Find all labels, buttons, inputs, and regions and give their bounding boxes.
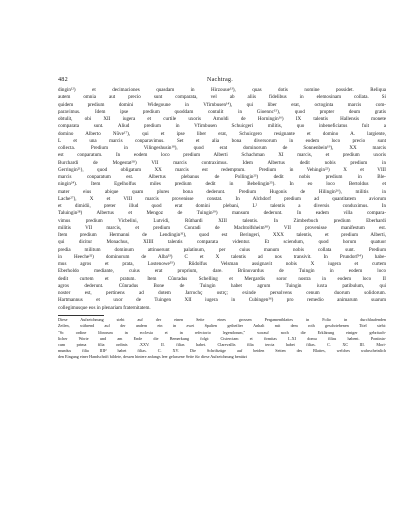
body-line: vimus predium Vicbelini, Lutvidi, Rûthardi XIII talentis. In Zimberbuch predium Eberhardi xyxy=(58,217,386,224)
body-line: paravimus. Idem ipse predium quoddam contulit in Gioennc¹⁵), quod propter deum gratis xyxy=(58,108,386,115)
running-title: Nachtrag. xyxy=(206,76,233,83)
footnote-line: "Sc ordine librorum in ecclesia et in refectorio legendorum," worauf noch die Erklärung einiger gebräuch- xyxy=(58,329,386,335)
footnote-line: den Eingang einer Handschrift bildete, dessen hintere anfangs leer gelassene Seite für diese Aufzeichnung benützt xyxy=(58,354,247,360)
footnote-rule xyxy=(58,315,104,316)
body-line: militis VII marcis, et predium Conradi de Machtolfsheim³⁰) VII provenisse manifestum est. xyxy=(58,224,386,231)
body-line: quidem predium domini Widegoune in Vfirnbusen¹⁴), qui liber erat, octoginta marcis com- xyxy=(58,101,386,108)
body-line: Lache²⁷), X et VIII marcis provenisse constat. In Alchdorf predium ad quantitatem aviorum xyxy=(58,195,386,202)
body-line: noster est, pertinens ad dotem Jarrochç ostrç; exinde persolvens cenum duorum solidorum. xyxy=(58,290,386,296)
document-page xyxy=(58,76,386,361)
footnote-line: mundus filia IIII² habet filias. C. XV. Die Schriftzüge auf beiden Seiten des Blattes, welches wahrscheinlich xyxy=(58,348,386,354)
body-line: collecta. Predium in Vilingeshusin¹⁸), quod erat dominorum de Sonnenbein¹⁹), XX marcis xyxy=(58,145,386,151)
body-line: in Heeche³²) dominorum de Alba³³) C et X talentis ad nos transivit. In Prundorf³⁴) habe- xyxy=(58,253,386,260)
footnote-line: cum prima filia ordinis .XXV. II. filias habet. Clarevallis filia tercia habet filias. C. XC III. Mori- xyxy=(58,342,386,348)
body-line: mus agros et prata, Lostenowe³⁵) Rûdolfus Velsman assignavit nobis X iugera et curtem xyxy=(58,261,386,267)
footnote-paragraph xyxy=(58,317,386,360)
body-line: L et una marcis conparavimus. Set et alia bona diversorum in eodem loco precio sunt xyxy=(58,137,386,144)
body-line: Hartmannus et uxor de Tuingen XII iugera in Cubingen³⁶) pro remedio animarum suarum xyxy=(58,297,386,304)
body-line: autem omnia aut precio sunt comparata, vel ab aliis fidelibus in elemosinam collata. Si xyxy=(58,94,386,101)
body-line: obtulit, obi XII iugera et curtile uxoris Arnoldi de Horningin¹⁶) IX talentis Hallensis monete xyxy=(58,116,386,122)
body-line: domino Alberto Nûve¹⁷), qui et ipse liber erat, Schuicgero resignante et domino A. largiente, xyxy=(58,130,386,137)
body-line: agros dederunt. Cûnradus Bone de Tuingin habet agrum Tuingin iuxta patibulum, qui xyxy=(58,282,386,289)
body-line: Burchardi de Mogestat²⁰) VII marcis contraximus. Idem Albertus dedit nobis predium in xyxy=(58,159,386,166)
body-paragraph xyxy=(58,87,386,312)
body-line: et dimidii, preter illud quod erat domini plebani, L² talentis a diversis conduximus. In xyxy=(58,203,386,209)
page-header xyxy=(58,76,386,83)
footnote-line: Diese Aufzeichnung steht auf der einen Seite eines grossen Pergamentblattes in Folio in durchlaufenden xyxy=(58,317,386,323)
body-line: comparata sunt. Aliud predium in Vfirnbusen Schuicgeri militis, quo inbeneficiatus fuit a xyxy=(58,123,386,130)
body-line: qui dicitur Monachus, XIIII talentis comparata videntur. Et sciendum, quod horum quatuor xyxy=(58,239,386,246)
body-line: marcis conparatum est. Albertus plebanus de Pollingin²³) dedit nobis predium in Ble- xyxy=(58,174,386,180)
body-line: Taluingin²⁸) Albertus et Mengoz de Tuingin²⁹) mansum dederunt. In eadem villa compara- xyxy=(58,210,386,217)
body-line: Item predium Hermanni de Lendingin³¹), quod est Beringeri, XXX talentis, et predium Alberti, xyxy=(58,232,386,238)
body-line: mater eius abique quam plures bona dederunt. Predium Hugonis de Hilingin²⁶), militis in xyxy=(58,188,386,195)
body-line: dingin¹²) et decimaciones quasdam in Hirzouue¹³), quas dotis nomine possidet. Reliqua xyxy=(58,87,386,93)
page-number: 482 xyxy=(58,76,68,83)
body-line: dedit curtem et pratum. Item Cûnradus Schelling et Mergardis soror nostra in eodem loco II xyxy=(58,275,386,282)
body-line: est conparatum. In eodem loco predium Alberti Schachman XI marcis, et predium uxoris xyxy=(58,152,386,159)
body-line: collegimusque eos in plenariam fraternitatem. xyxy=(58,304,151,311)
body-line: Eberholdo mediante, cuius erat proprium, dare. Brûnuvardus de Tuingin in eodem loco xyxy=(58,268,386,275)
footnote-line: Zeilen, während auf der andern ein in zwei Spalten getheilter Anhalt mit dem roth geschriebenen Titel steht: xyxy=(58,323,386,329)
footnote-line: licher Worte und am Ende die Bemerkung folgt: Cisterciam et firmitas L.XI domu filias habent. Pontinia- xyxy=(58,335,386,341)
body-line: ningin²⁴). Item Egelholfus miles predium dedit in Bebelingin²⁵). In eo loco Bertoldus et xyxy=(58,181,386,188)
body-line: Gerringin²¹), quod obligatum XX marcis est redemptum. Predium in Vehingin²²) X et VIII xyxy=(58,166,386,173)
body-line: predia militum dominum attinuerunt palatinum, per cuius manum nobis collata sunt. Predium xyxy=(58,246,386,253)
